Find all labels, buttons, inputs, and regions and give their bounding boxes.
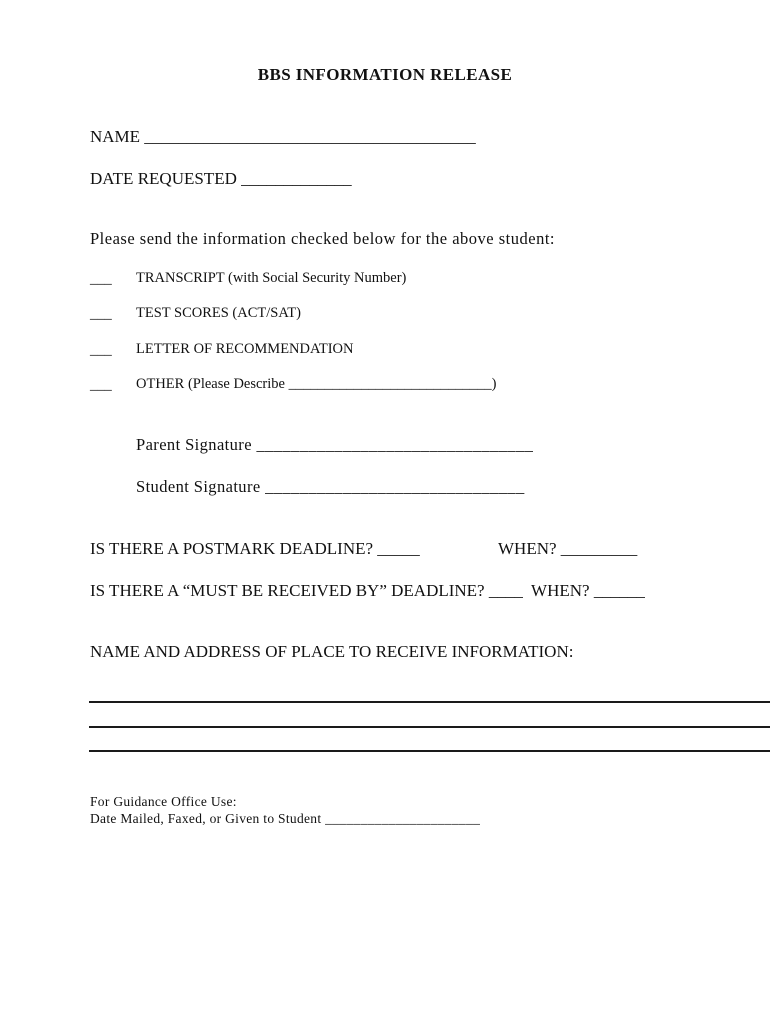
other-describe-field[interactable]: OTHER (Please Describe ____________________________): [136, 376, 497, 392]
other-checkbox-blank[interactable]: ___: [90, 377, 112, 393]
postmark-when-field[interactable]: WHEN? _________: [498, 539, 638, 558]
guidance-office-heading: For Guidance Office Use:: [90, 794, 237, 809]
date-requested-field[interactable]: DATE REQUESTED _____________: [90, 169, 352, 188]
address-line-2[interactable]: [89, 726, 770, 728]
parent-signature-field[interactable]: Parent Signature ________________________________: [136, 435, 534, 454]
transcript-checkbox-blank[interactable]: ___: [90, 271, 112, 287]
test-scores-label: TEST SCORES (ACT/SAT): [136, 305, 301, 321]
received-by-deadline-field[interactable]: IS THERE A “MUST BE RECEIVED BY” DEADLINE? ____ WHEN? ______: [90, 581, 645, 600]
test-scores-checkbox-blank[interactable]: ___: [90, 306, 112, 322]
form-title: BBS INFORMATION RELEASE: [257, 65, 513, 84]
name-field[interactable]: NAME _______________________________________: [90, 127, 476, 146]
date-mailed-field[interactable]: Date Mailed, Faxed, or Given to Student ______________________: [90, 811, 481, 826]
student-signature-field[interactable]: Student Signature ______________________________: [136, 477, 525, 496]
transcript-label: TRANSCRIPT (with Social Security Number): [136, 270, 407, 286]
address-line-1[interactable]: [89, 701, 770, 703]
recommendation-label: LETTER OF RECOMMENDATION: [136, 341, 354, 357]
recommendation-checkbox-blank[interactable]: ___: [90, 342, 112, 358]
address-heading: NAME AND ADDRESS OF PLACE TO RECEIVE INFORMATION:: [90, 642, 574, 661]
address-line-3[interactable]: [89, 750, 770, 752]
instructions-text: Please send the information checked below for the above student:: [90, 229, 555, 248]
postmark-deadline-field[interactable]: IS THERE A POSTMARK DEADLINE? _____: [90, 539, 420, 558]
